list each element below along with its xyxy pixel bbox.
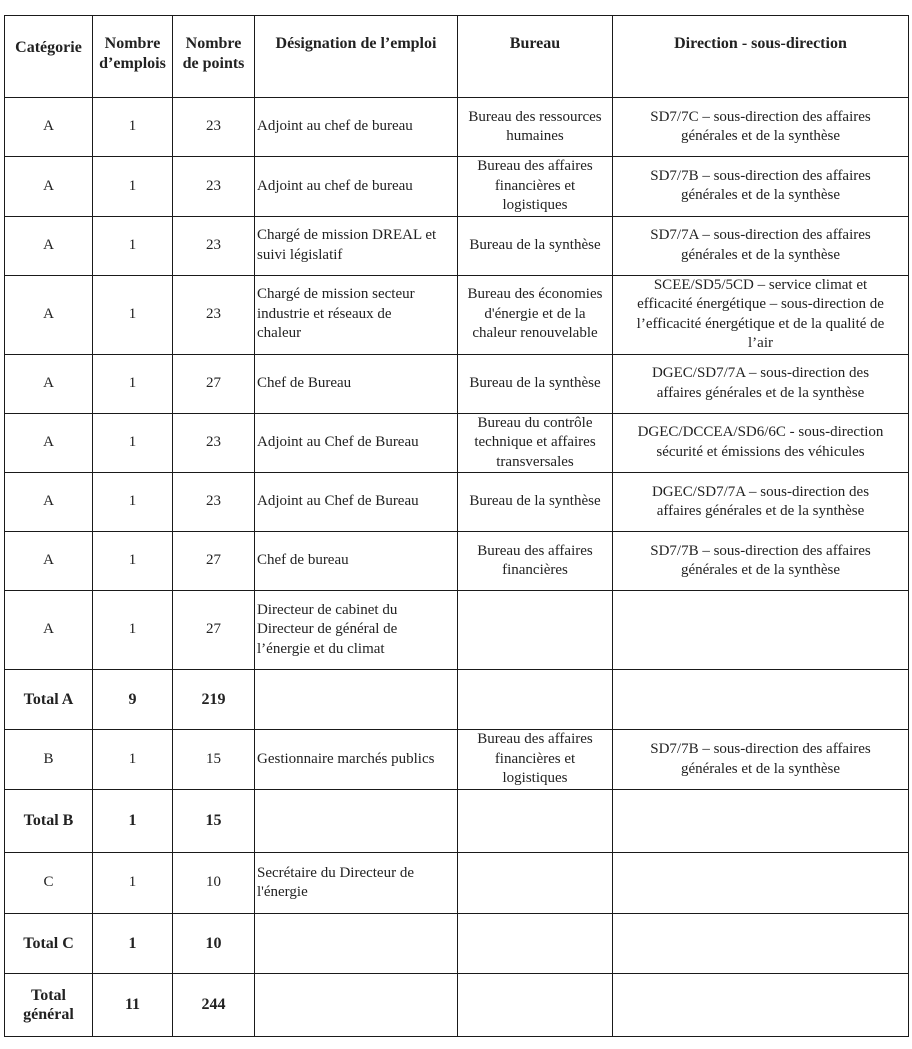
categorie-cell: A <box>5 413 93 473</box>
nombre-emplois-cell: 1 <box>93 853 173 914</box>
bureau-cell-line: financières et <box>494 177 576 194</box>
bureau-cell-line: Bureau des affaires <box>477 731 593 748</box>
direction-cell-line: générales et de la synthèse <box>680 128 841 144</box>
designation-cell-line: Adjoint au Chef de Bureau <box>257 434 419 450</box>
total-label-line: Total B <box>23 812 74 830</box>
nombre-points-cell: 23 <box>173 157 255 217</box>
empty-cell <box>613 790 909 853</box>
direction-cell-line: générales et de la synthèse <box>680 246 841 263</box>
nombre-emplois-cell: 1 <box>93 157 173 217</box>
nombre-points-cell: 10 <box>173 853 255 914</box>
total-emplois: 9 <box>93 670 173 730</box>
nombre-emplois-cell: 1 <box>93 216 173 275</box>
nombre-emplois-cell: 1 <box>93 473 173 532</box>
nombre-points-cell: 27 <box>173 591 255 670</box>
nombre-emplois-cell: 1 <box>93 730 173 790</box>
empty-cell <box>458 670 613 730</box>
header-designation: Désignation de l’emploi <box>255 16 458 98</box>
designation-cell-line: Chef de bureau <box>257 552 349 569</box>
direction-cell <box>613 473 909 532</box>
total-row <box>5 974 909 1037</box>
empty-cell <box>255 670 458 730</box>
designation-cell-line: l’énergie et du climat <box>257 640 385 657</box>
total-label <box>5 790 93 853</box>
table-row <box>5 853 909 914</box>
designation-cell <box>255 730 458 790</box>
nombre-points-cell: 23 <box>173 473 255 532</box>
total-row <box>5 914 909 974</box>
categorie-cell: A <box>5 532 93 591</box>
designation-cell-line: Adjoint au chef de bureau <box>257 118 413 135</box>
designation-cell-line: Chargé de mission DREAL et <box>257 227 437 243</box>
nombre-points-cell: 23 <box>173 413 255 473</box>
bureau-cell-line: Bureau des économies <box>467 286 603 303</box>
total-emplois: 1 <box>93 790 173 853</box>
header-nombre-emplois-line1: Nombre <box>104 35 161 52</box>
direction-cell <box>613 591 909 670</box>
bureau-cell-line: financières <box>502 562 568 578</box>
header-nombre-emplois-line2: d’emplois <box>99 55 166 72</box>
empty-cell <box>613 974 909 1037</box>
bureau-cell <box>458 413 613 473</box>
total-label <box>5 974 93 1037</box>
bureau-cell <box>458 473 613 532</box>
bureau-cell <box>458 591 613 670</box>
designation-cell-line: l'énergie <box>257 884 308 900</box>
total-label-line: Total <box>31 986 66 1004</box>
direction-cell <box>613 730 909 790</box>
direction-cell-line: sécurité et émissions des véhicules <box>656 443 865 460</box>
bureau-cell-line: chaleur renouvelable <box>472 325 598 342</box>
designation-cell-line: Adjoint au Chef de Bureau <box>257 493 419 510</box>
bureau-cell <box>458 157 613 217</box>
direction-cell-line: affaires générales et de la synthèse <box>656 384 865 401</box>
table-row <box>5 275 909 354</box>
header-nombre-points <box>173 16 255 98</box>
total-points: 244 <box>173 974 255 1037</box>
direction-cell-line: l’air <box>748 335 773 351</box>
direction-cell-line: DGEC/SD7/7A – sous-direction des <box>651 483 870 500</box>
nombre-points-cell: 23 <box>173 216 255 275</box>
bureau-cell <box>458 532 613 591</box>
categorie-cell: C <box>5 853 93 914</box>
bureau-cell <box>458 853 613 914</box>
bureau-cell-line: Bureau de la synthèse <box>469 236 601 253</box>
bureau-cell-line: financières et <box>494 750 576 767</box>
total-points: 219 <box>173 670 255 730</box>
categorie-cell: A <box>5 591 93 670</box>
empty-cell <box>613 914 909 974</box>
total-label <box>5 670 93 730</box>
direction-cell <box>613 216 909 275</box>
total-emplois: 11 <box>93 974 173 1037</box>
header-row <box>5 16 909 98</box>
header-bureau: Bureau <box>458 16 613 98</box>
designation-cell <box>255 157 458 217</box>
direction-cell <box>613 98 909 157</box>
header-categorie: Catégorie <box>5 16 93 98</box>
total-points: 15 <box>173 790 255 853</box>
designation-cell <box>255 98 458 157</box>
bureau-cell-line: Bureau des affaires <box>477 542 593 559</box>
total-label-line: Total A <box>23 690 74 708</box>
designation-cell-line: Chef de Bureau <box>257 374 352 391</box>
direction-cell <box>613 413 909 473</box>
nombre-emplois-cell: 1 <box>93 413 173 473</box>
bureau-cell-line: Bureau du contrôle <box>477 414 593 431</box>
direction-cell <box>613 853 909 914</box>
empty-cell <box>255 914 458 974</box>
table-row <box>5 473 909 532</box>
designation-cell-line: suivi législatif <box>257 246 343 263</box>
designation-cell-line: chaleur <box>257 325 302 342</box>
bureau-cell-line: humaines <box>506 128 564 144</box>
total-points: 10 <box>173 914 255 974</box>
table-row <box>5 354 909 413</box>
designation-cell-line: Chargé de mission secteur <box>257 286 415 303</box>
bureau-cell <box>458 275 613 354</box>
nombre-points-cell: 27 <box>173 354 255 413</box>
table-row <box>5 413 909 473</box>
empty-cell <box>255 974 458 1037</box>
nombre-emplois-cell: 1 <box>93 532 173 591</box>
total-row <box>5 670 909 730</box>
bureau-cell-line: d'énergie et de la <box>484 305 586 322</box>
bureau-cell-line: Bureau des affaires <box>477 158 593 174</box>
total-label <box>5 914 93 974</box>
categorie-cell: A <box>5 473 93 532</box>
empty-cell <box>458 790 613 853</box>
bureau-cell <box>458 98 613 157</box>
categorie-cell: B <box>5 730 93 790</box>
nombre-points-cell: 15 <box>173 730 255 790</box>
bureau-cell-line: Bureau de la synthèse <box>469 374 601 391</box>
direction-cell-line: affaires générales et de la synthèse <box>656 503 865 519</box>
bureau-cell-line: Bureau des ressources <box>468 108 602 125</box>
header-direction: Direction - sous-direction <box>613 16 909 98</box>
direction-cell-line: SD7/7B – sous-direction des affaires <box>650 542 871 559</box>
direction-cell <box>613 275 909 354</box>
nombre-emplois-cell: 1 <box>93 591 173 670</box>
table-row <box>5 591 909 670</box>
nombre-points-cell: 27 <box>173 532 255 591</box>
nombre-emplois-cell: 1 <box>93 354 173 413</box>
direction-cell <box>613 532 909 591</box>
direction-cell-line: SD7/7C – sous-direction des affaires <box>650 108 871 125</box>
bureau-cell <box>458 730 613 790</box>
direction-cell <box>613 354 909 413</box>
direction-cell-line: efficacité énergétique – sous-direction de <box>637 296 884 312</box>
table-body <box>5 98 909 1037</box>
nombre-emplois-cell: 1 <box>93 98 173 157</box>
header-nombre-points-line2: de points <box>182 55 245 72</box>
table-row <box>5 98 909 157</box>
direction-cell-line: générales et de la synthèse <box>680 562 841 578</box>
designation-cell <box>255 591 458 670</box>
designation-cell-line: Gestionnaire marchés publics <box>257 750 435 767</box>
table-row <box>5 157 909 217</box>
direction-cell-line: SD7/7B – sous-direction des affaires <box>650 741 871 757</box>
header-nombre-emplois <box>93 16 173 98</box>
categorie-cell: A <box>5 98 93 157</box>
empty-cell <box>458 914 613 974</box>
designation-cell <box>255 216 458 275</box>
designation-cell <box>255 853 458 914</box>
categorie-cell: A <box>5 275 93 354</box>
direction-cell-line: l’efficacité énergétique et de la qualité de <box>636 315 885 332</box>
direction-cell-line: DGEC/DCCEA/SD6/6C - sous-direction <box>637 424 884 441</box>
categorie-cell: A <box>5 354 93 413</box>
nombre-points-cell: 23 <box>173 275 255 354</box>
designation-cell <box>255 354 458 413</box>
direction-cell <box>613 157 909 217</box>
bureau-cell-line: logistiques <box>502 197 568 213</box>
total-row <box>5 790 909 853</box>
nombre-emplois-cell: 1 <box>93 275 173 354</box>
designation-cell <box>255 275 458 354</box>
direction-cell-line: générales et de la synthèse <box>680 187 841 204</box>
total-label-line: Total C <box>23 934 74 952</box>
categorie-cell: A <box>5 216 93 275</box>
bureau-cell-line: transversales <box>496 453 574 470</box>
bureau-cell-line: logistiques <box>502 770 568 787</box>
header-nombre-points-line1: Nombre <box>185 35 242 52</box>
total-label-line: général <box>23 1006 74 1023</box>
designation-cell-line: Secrétaire du Directeur de <box>257 864 414 881</box>
designation-cell-line: Directeur de général de <box>257 621 398 638</box>
bureau-cell <box>458 354 613 413</box>
direction-cell-line: SD7/7B – sous-direction des affaires <box>650 167 871 184</box>
empty-cell <box>613 670 909 730</box>
direction-cell-line: SCEE/SD5/5CD – service climat et <box>653 276 868 293</box>
total-emplois: 1 <box>93 914 173 974</box>
designation-cell-line: Directeur de cabinet du <box>257 601 398 618</box>
designation-cell <box>255 473 458 532</box>
table-row <box>5 532 909 591</box>
direction-cell-line: générales et de la synthèse <box>680 760 841 777</box>
bureau-cell-line: Bureau de la synthèse <box>469 493 601 510</box>
direction-cell-line: SD7/7A – sous-direction des affaires <box>650 227 871 243</box>
bureau-cell <box>458 216 613 275</box>
categorie-cell: A <box>5 157 93 217</box>
designation-cell-line: Adjoint au chef de bureau <box>257 177 413 194</box>
table-row <box>5 730 909 790</box>
designation-cell <box>255 413 458 473</box>
designation-cell-line: industrie et réseaux de <box>257 305 392 322</box>
designation-cell <box>255 532 458 591</box>
bureau-cell-line: technique et affaires <box>474 434 596 450</box>
empty-cell <box>255 790 458 853</box>
nombre-points-cell: 23 <box>173 98 255 157</box>
empty-cell <box>458 974 613 1037</box>
direction-cell-line: DGEC/SD7/7A – sous-direction des <box>651 365 870 381</box>
emplois-table <box>4 15 909 1037</box>
table-row <box>5 216 909 275</box>
